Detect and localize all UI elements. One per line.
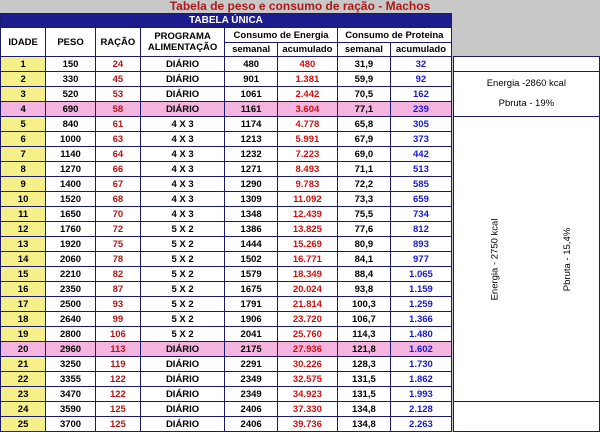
cell-racao: 61: [95, 117, 140, 132]
cell-pracc: 305: [390, 117, 451, 132]
cell-pracc: 162: [390, 87, 451, 102]
cell-idade: 2: [1, 72, 46, 87]
cell-enacc: 18.349: [277, 267, 337, 282]
cell-prsem: 121,8: [337, 342, 390, 357]
cell-prsem: 70,5: [337, 87, 390, 102]
cell-prog: DIÁRIO: [140, 342, 224, 357]
cell-enacc: 30.226: [277, 357, 337, 372]
subheader-proteina-acumulado: acumulado: [390, 43, 451, 57]
header-proteina: Consumo de Proteina: [337, 28, 451, 43]
cell-peso: 690: [46, 102, 96, 117]
cell-racao: 63: [95, 132, 140, 147]
cell-prog: 4 X 3: [140, 192, 224, 207]
cell-prog: 5 X 2: [140, 222, 224, 237]
cell-idade: 21: [1, 357, 46, 372]
cell-pracc: 659: [390, 192, 451, 207]
cell-ensem: 1386: [225, 222, 278, 237]
cell-idade: 24: [1, 402, 46, 417]
cell-prog: 5 X 2: [140, 312, 224, 327]
cell-peso: 2210: [46, 267, 96, 282]
cell-idade: 11: [1, 207, 46, 222]
cell-ensem: 2406: [225, 417, 278, 432]
cell-ensem: 1174: [225, 117, 278, 132]
header-peso: PESO: [46, 28, 96, 57]
cell-prog: DIÁRIO: [140, 72, 224, 87]
cell-prsem: 72,2: [337, 177, 390, 192]
cell-peso: 2960: [46, 342, 96, 357]
cell-prog: 5 X 2: [140, 327, 224, 342]
cell-idade: 20: [1, 342, 46, 357]
table-banner: TABELA ÚNICA: [1, 14, 452, 28]
cell-idade: 5: [1, 117, 46, 132]
table-row: [1, 57, 600, 72]
cell-racao: 122: [95, 372, 140, 387]
feeding-table: [0, 13, 600, 432]
cell-idade: 1: [1, 57, 46, 72]
header-energia: Consumo de Energia: [225, 28, 338, 43]
feeding-table-container: [0, 13, 600, 432]
cell-prog: DIÁRIO: [140, 87, 224, 102]
cell-pracc: 2.128: [390, 402, 451, 417]
cell-ensem: 2349: [225, 387, 278, 402]
cell-enacc: 15.269: [277, 237, 337, 252]
nutrient-box-phase1: [453, 72, 599, 117]
cell-enacc: 3.604: [277, 102, 337, 117]
cell-racao: 53: [95, 87, 140, 102]
cell-peso: 1760: [46, 222, 96, 237]
cell-prog: 5 X 2: [140, 282, 224, 297]
cell-enacc: 5.991: [277, 132, 337, 147]
cell-peso: 1270: [46, 162, 96, 177]
banner-spacer: [451, 14, 599, 28]
cell-idade: 6: [1, 132, 46, 147]
cell-peso: 520: [46, 87, 96, 102]
cell-ensem: 2406: [225, 402, 278, 417]
cell-enacc: 16.771: [277, 252, 337, 267]
phase2-protein: Pbruta - 15,4%: [561, 227, 573, 291]
cell-peso: 150: [46, 57, 96, 72]
cell-racao: 87: [95, 282, 140, 297]
cell-prsem: 65,8: [337, 117, 390, 132]
cell-idade: 18: [1, 312, 46, 327]
cell-prsem: 67,9: [337, 132, 390, 147]
cell-pracc: 734: [390, 207, 451, 222]
cell-enacc: 12.439: [277, 207, 337, 222]
cell-ensem: 1675: [225, 282, 278, 297]
cell-idade: 19: [1, 327, 46, 342]
cell-pracc: 1.259: [390, 297, 451, 312]
cell-ensem: 1290: [225, 177, 278, 192]
cell-peso: 840: [46, 117, 96, 132]
cell-racao: 68: [95, 192, 140, 207]
cell-idade: 4: [1, 102, 46, 117]
cell-prog: 4 X 3: [140, 207, 224, 222]
cell-racao: 119: [95, 357, 140, 372]
cell-enacc: 23.720: [277, 312, 337, 327]
cell-ensem: 2175: [225, 342, 278, 357]
phase1-energy: Energia -2860 kcal: [486, 78, 566, 89]
cell-ensem: 1906: [225, 312, 278, 327]
cell-idade: 16: [1, 282, 46, 297]
cell-racao: 72: [95, 222, 140, 237]
cell-prog: DIÁRIO: [140, 387, 224, 402]
cell-ensem: 1213: [225, 132, 278, 147]
cell-enacc: 20.024: [277, 282, 337, 297]
cell-enacc: 13.825: [277, 222, 337, 237]
cell-idade: 15: [1, 267, 46, 282]
cell-prog: 4 X 3: [140, 162, 224, 177]
cell-prsem: 77,6: [337, 222, 390, 237]
cell-enacc: 480: [277, 57, 337, 72]
cell-enacc: 34.923: [277, 387, 337, 402]
cell-racao: 93: [95, 297, 140, 312]
cell-enacc: 2.442: [277, 87, 337, 102]
cell-prsem: 134,8: [337, 417, 390, 432]
phase1-protein: Pbruta - 19%: [498, 98, 555, 109]
cell-enacc: 4.778: [277, 117, 337, 132]
cell-prog: 4 X 3: [140, 147, 224, 162]
cell-idade: 12: [1, 222, 46, 237]
header-racao: RAÇÃO: [95, 28, 140, 57]
subheader-proteina-semanal: semanal: [337, 43, 390, 57]
subheader-energia-acumulado: acumulado: [277, 43, 337, 57]
cell-enacc: 8.493: [277, 162, 337, 177]
cell-peso: 3470: [46, 387, 96, 402]
cell-pracc: 893: [390, 237, 451, 252]
cell-peso: 3700: [46, 417, 96, 432]
cell-ensem: 1502: [225, 252, 278, 267]
cell-peso: 3355: [46, 372, 96, 387]
side-bottom-block: [453, 402, 599, 432]
cell-pracc: 1.602: [390, 342, 451, 357]
cell-prog: DIÁRIO: [140, 102, 224, 117]
cell-pracc: 977: [390, 252, 451, 267]
cell-pracc: 585: [390, 177, 451, 192]
cell-pracc: 1.862: [390, 372, 451, 387]
header-programa-line2: ALIMENTAÇÃO: [147, 42, 218, 53]
cell-racao: 106: [95, 327, 140, 342]
cell-pracc: 373: [390, 132, 451, 147]
cell-prog: 5 X 2: [140, 267, 224, 282]
cell-prsem: 59,9: [337, 72, 390, 87]
cell-idade: 3: [1, 87, 46, 102]
cell-idade: 17: [1, 297, 46, 312]
cell-idade: 13: [1, 237, 46, 252]
cell-pracc: 92: [390, 72, 451, 87]
cell-prog: 5 X 2: [140, 297, 224, 312]
cell-peso: 2500: [46, 297, 96, 312]
nutrient-box-phase2: [453, 117, 599, 402]
cell-prsem: 73,3: [337, 192, 390, 207]
cell-racao: 58: [95, 102, 140, 117]
cell-ensem: 1791: [225, 297, 278, 312]
cell-ensem: 1232: [225, 147, 278, 162]
cell-idade: 9: [1, 177, 46, 192]
cell-racao: 67: [95, 177, 140, 192]
cell-peso: 1000: [46, 132, 96, 147]
cell-idade: 7: [1, 147, 46, 162]
cell-peso: 330: [46, 72, 96, 87]
cell-racao: 64: [95, 147, 140, 162]
cell-racao: 24: [95, 57, 140, 72]
table-body: [1, 57, 600, 432]
cell-pracc: 812: [390, 222, 451, 237]
cell-ensem: 1061: [225, 87, 278, 102]
table-banner-row: [1, 14, 600, 28]
side-top-blank: [453, 57, 599, 72]
cell-pracc: 1.480: [390, 327, 451, 342]
cell-racao: 45: [95, 72, 140, 87]
cell-ensem: 2291: [225, 357, 278, 372]
cell-pracc: 513: [390, 162, 451, 177]
cell-peso: 1400: [46, 177, 96, 192]
cell-ensem: 1348: [225, 207, 278, 222]
cell-prog: 4 X 3: [140, 117, 224, 132]
cell-idade: 22: [1, 372, 46, 387]
cell-racao: 122: [95, 387, 140, 402]
cell-pracc: 1.730: [390, 357, 451, 372]
cell-pracc: 1.159: [390, 282, 451, 297]
cell-prog: DIÁRIO: [140, 372, 224, 387]
cell-racao: 82: [95, 267, 140, 282]
cell-idade: 23: [1, 387, 46, 402]
cell-enacc: 27.936: [277, 342, 337, 357]
cell-prog: 5 X 2: [140, 237, 224, 252]
cell-pracc: 2.263: [390, 417, 451, 432]
cell-idade: 10: [1, 192, 46, 207]
cell-enacc: 32.575: [277, 372, 337, 387]
header-idade: IDADE: [1, 28, 46, 57]
cell-prsem: 77,1: [337, 102, 390, 117]
cell-peso: 3250: [46, 357, 96, 372]
cell-prog: 5 X 2: [140, 252, 224, 267]
cell-prsem: 128,3: [337, 357, 390, 372]
cell-racao: 66: [95, 162, 140, 177]
cell-ensem: 2041: [225, 327, 278, 342]
cell-racao: 113: [95, 342, 140, 357]
cell-prog: DIÁRIO: [140, 402, 224, 417]
cell-prsem: 84,1: [337, 252, 390, 267]
cell-prsem: 31,9: [337, 57, 390, 72]
cell-peso: 1920: [46, 237, 96, 252]
cell-prog: DIÁRIO: [140, 417, 224, 432]
cell-prog: DIÁRIO: [140, 57, 224, 72]
side-gap: [451, 102, 453, 117]
cell-prsem: 114,3: [337, 327, 390, 342]
cell-ensem: 1579: [225, 267, 278, 282]
cell-peso: 2350: [46, 282, 96, 297]
cell-peso: 1650: [46, 207, 96, 222]
cell-prsem: 131,5: [337, 387, 390, 402]
page-title: Tabela de peso e consumo de ração - Machos: [169, 0, 431, 13]
cell-pracc: 1.993: [390, 387, 451, 402]
cell-ensem: 2349: [225, 372, 278, 387]
cell-idade: 14: [1, 252, 46, 267]
cell-pracc: 442: [390, 147, 451, 162]
cell-prsem: 75,5: [337, 207, 390, 222]
cell-peso: 3590: [46, 402, 96, 417]
header-spacer: [451, 28, 599, 57]
cell-ensem: 1161: [225, 102, 278, 117]
cell-ensem: 1444: [225, 237, 278, 252]
cell-racao: 75: [95, 237, 140, 252]
header-programa: [140, 28, 224, 57]
cell-peso: 1140: [46, 147, 96, 162]
cell-prsem: 100,3: [337, 297, 390, 312]
subheader-energia-semanal: semanal: [225, 43, 278, 57]
cell-enacc: 25.760: [277, 327, 337, 342]
cell-enacc: 37.330: [277, 402, 337, 417]
header-programa-line1: PROGRAMA: [154, 31, 211, 42]
cell-ensem: 1309: [225, 192, 278, 207]
cell-ensem: 1271: [225, 162, 278, 177]
cell-idade: 25: [1, 417, 46, 432]
cell-peso: 2800: [46, 327, 96, 342]
cell-ensem: 480: [225, 57, 278, 72]
table-row: [1, 117, 600, 132]
phase2-energy: Energia - 2750 kcal: [489, 218, 501, 300]
cell-prsem: 131,5: [337, 372, 390, 387]
cell-pracc: 239: [390, 102, 451, 117]
header-row: [1, 28, 600, 43]
table-row: [1, 402, 600, 417]
cell-peso: 2060: [46, 252, 96, 267]
cell-peso: 2640: [46, 312, 96, 327]
cell-pracc: 32: [390, 57, 451, 72]
cell-pracc: 1.366: [390, 312, 451, 327]
cell-prsem: 80,9: [337, 237, 390, 252]
cell-prog: 4 X 3: [140, 177, 224, 192]
cell-racao: 70: [95, 207, 140, 222]
cell-idade: 8: [1, 162, 46, 177]
cell-enacc: 21.814: [277, 297, 337, 312]
cell-prsem: 134,8: [337, 402, 390, 417]
cell-ensem: 901: [225, 72, 278, 87]
cell-racao: 78: [95, 252, 140, 267]
cell-racao: 99: [95, 312, 140, 327]
cell-pracc: 1.065: [390, 267, 451, 282]
table-row: [1, 72, 600, 87]
cell-prsem: 88,4: [337, 267, 390, 282]
cell-prsem: 106,7: [337, 312, 390, 327]
cell-peso: 1520: [46, 192, 96, 207]
cell-racao: 125: [95, 417, 140, 432]
cell-prsem: 71,1: [337, 162, 390, 177]
cell-enacc: 1.381: [277, 72, 337, 87]
cell-prsem: 93,8: [337, 282, 390, 297]
cell-enacc: 9.783: [277, 177, 337, 192]
cell-enacc: 39.736: [277, 417, 337, 432]
cell-racao: 125: [95, 402, 140, 417]
cell-enacc: 7.223: [277, 147, 337, 162]
cell-prog: 4 X 3: [140, 132, 224, 147]
cell-prog: DIÁRIO: [140, 357, 224, 372]
cell-prsem: 69,0: [337, 147, 390, 162]
cell-enacc: 11.092: [277, 192, 337, 207]
